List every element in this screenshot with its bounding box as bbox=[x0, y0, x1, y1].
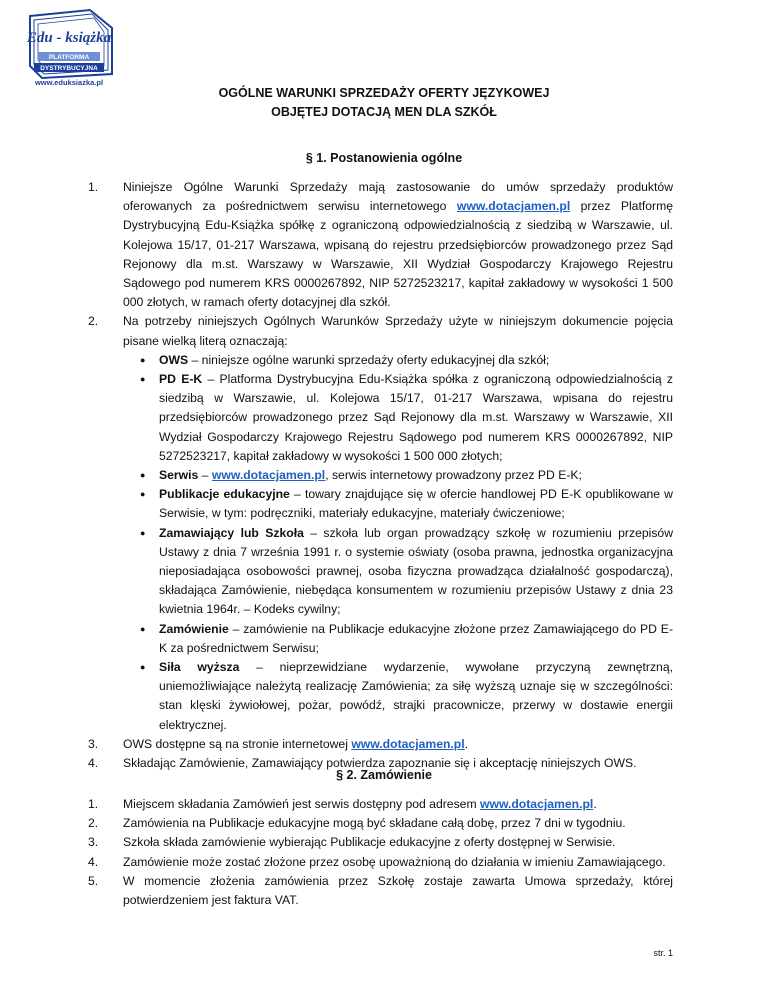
logo-title: Edu - książka bbox=[26, 30, 112, 46]
section-2-paragraph-1 bbox=[0, 795, 768, 814]
definition-term: Zamówienie bbox=[159, 621, 229, 636]
dotacjamen-link[interactable]: www.dotacjamen.pl bbox=[456, 199, 571, 214]
definition-ows bbox=[0, 351, 768, 370]
section-1-paragraph-3 bbox=[0, 735, 768, 754]
paragraph-text: . bbox=[464, 736, 469, 751]
paragraph-number: 1. bbox=[88, 797, 99, 811]
definition-text: , serwis internetowy prowadzony przez PD E-K; bbox=[325, 468, 582, 483]
paragraph-text: Na potrzeby niniejszych Ogólnych Warunków Sprzedaży użyte w niniejszym dokumencie pojęcia pisane wielką literą oznaczają: bbox=[123, 314, 673, 348]
paragraph-number: 3. bbox=[88, 835, 99, 850]
definition-pdek bbox=[0, 370, 768, 466]
section-2-paragraph-4 bbox=[0, 853, 768, 872]
section-2-paragraph-5 bbox=[0, 872, 768, 910]
definition-term: Publikacje edukacyjne bbox=[159, 487, 290, 502]
definition-text: – nieprzewidziane wydarzenie, wywołane przyczyną zewnętrzną, uniemożliwiające należytą realizację Zamówienia; za siłę wyższą uznaje się w szczególności: stan klęski żywiołowej, pożar, powódź, strajki pracownicze, przerwy w dostawie energii elektrycznej. bbox=[159, 660, 673, 732]
dotacjamen-link[interactable]: www.dotacjamen.pl bbox=[351, 736, 465, 751]
company-logo bbox=[12, 8, 130, 98]
definition-text: – szkoła lub organ prowadzący szkołę w rozumieniu przepisów Ustawy z dnia 7 września 1991 r. o systemie oświaty (osoba prawna, jednostka organizacyjna nieposiadająca osobowości prawnej, osoba fizyczna prowadząca działalność gospodarczą), składająca Zamówienie, niebędąca konsumentem w rozumieniu przepisów Ustawy z dnia 23 kwietnia 1964r. – Kodeks cywilny; bbox=[159, 525, 674, 617]
paragraph-number: 4. bbox=[88, 756, 99, 771]
paragraph-number: 5. bbox=[88, 873, 99, 888]
definition-term: Serwis bbox=[159, 468, 199, 483]
paragraph-text: Składając Zamówienie, Zamawiający potwierdza zapoznanie się i akceptację niniejszych OWS. bbox=[123, 756, 637, 771]
definition-sila-wyzsza bbox=[0, 658, 768, 735]
section-2-paragraph-3 bbox=[0, 833, 768, 852]
section-1-heading: § 1. Postanowienia ogólne bbox=[305, 151, 463, 165]
page-number: str. 1 bbox=[653, 948, 673, 958]
definition-zamowienie bbox=[0, 620, 768, 658]
section-1-paragraph-2 bbox=[0, 312, 768, 350]
paragraph-number: 1. bbox=[88, 180, 99, 194]
definition-zamawiajacy bbox=[0, 524, 768, 620]
definition-term: Zamawiający lub Szkoła bbox=[159, 525, 304, 540]
section-2-content bbox=[0, 795, 768, 910]
definitions-list bbox=[0, 351, 768, 735]
document-title-line-2: OBJĘTEJ DOTACJĄ MEN DLA SZKÓŁ bbox=[271, 105, 497, 119]
definition-dash: – bbox=[198, 468, 212, 483]
paragraph-text: Miejscem składania Zamówień jest serwis dostępny pod adresem bbox=[123, 797, 480, 811]
section-2-paragraph-2 bbox=[0, 814, 768, 833]
dotacjamen-link[interactable]: www.dotacjamen.pl bbox=[211, 468, 326, 483]
section-1-paragraph-1 bbox=[0, 178, 768, 312]
definition-text: – niniejsze ogólne warunki sprzedaży oferty edukacyjnej dla szkół; bbox=[188, 352, 550, 367]
dotacjamen-link[interactable]: www.dotacjamen.pl bbox=[479, 797, 594, 811]
paragraph-text: W momencie złożenia zamówienia przez Szkołę zostaje zawarta Umowa sprzedaży, której potwierdzeniem jest faktura VAT. bbox=[123, 873, 673, 908]
paragraph-text: . bbox=[593, 797, 597, 811]
paragraph-text: Zamówienie może zostać złożone przez osobę upoważnioną do działania w imieniu Zamawiającego. bbox=[123, 854, 666, 869]
definition-text: – towary znajdujące się w ofercie handlowej PD E-K opublikowane w Serwisie, w tym: podręczniki, materiały edukacyjne, materiały ćwiczeniowe; bbox=[159, 487, 673, 521]
paragraph-text: OWS dostępne są na stronie internetowej bbox=[123, 736, 352, 751]
paragraph-text: Szkoła składa zamówienie wybierając Publikacje edukacyjne z oferty dostępnej w Serwisie. bbox=[123, 835, 616, 850]
logo-band-1-text: PLATFORMA bbox=[48, 54, 90, 61]
definition-text: – zamówienie na Publikacje edukacyjne złożone przez Zamawiającego do PD E-K za pośrednictwem Serwisu; bbox=[159, 621, 673, 655]
logo-band-2-text: DYSTRYBUCYJNA bbox=[40, 65, 98, 72]
definition-text: – Platforma Dystrybucyjna Edu-Książka spółka z ograniczoną odpowiedzialnością z siedzibą w Warszawie, ul. Kolejowa 15/17, 01-217 Warszawa, wpisana do rejestru przedsiębiorców prowadzonego przez Sąd Rejonowy dla m.st. Warszawy w Warszawie, XII Wydział Gospodarczy Krajowego Rejestru Sądowego pod numerem KRS 0000267892, NIP 5272523217, kapitał zakładowy w wysokości 1 500 000 złotych; bbox=[159, 372, 673, 463]
definition-term: Siła wyższa bbox=[159, 660, 240, 675]
section-1-content bbox=[0, 178, 768, 773]
definition-term: OWS bbox=[159, 352, 189, 367]
definition-term: PD E-K bbox=[159, 372, 203, 387]
paragraph-number: 2. bbox=[88, 314, 99, 329]
document-title-line-1: OGÓLNE WARUNKI SPRZEDAŻY OFERTY JĘZYKOWEJ bbox=[218, 86, 550, 100]
paragraph-number: 2. bbox=[88, 816, 99, 831]
paragraph-text: przez Platformę Dystrybucyjną Edu-Książka spółkę z ograniczoną odpowiedzialnością z siedzibą w Warszawie, ul. Kolejowa 15/17, 01-217 Warszawa, wpisaną do rejestru przedsiębiorców prowadzonego przez Sąd Rejonowy dla m.st. Warszawy w Warszawie, XII Wydział Gospodarczy Krajowego Rejestru Sądowego pod numerem KRS 0000267892, NIP 5272523217, kapitał zakładowy w wysokości 1 500 000 złotych, w ramach oferty dotacyjnej dla szkół. bbox=[123, 199, 674, 310]
paragraph-number: 3. bbox=[88, 736, 99, 751]
section-2-heading: § 2. Zamówienie bbox=[336, 768, 432, 782]
paragraph-text: Niniejsze Ogólne Warunki Sprzedaży mają zastosowanie do umów sprzedaży produktów oferowanych za pośrednictwem serwisu internetowego bbox=[123, 180, 673, 214]
logo-url: www.eduksiazka.pl bbox=[34, 78, 104, 87]
definition-publikacje bbox=[0, 485, 768, 523]
paragraph-text: Zamówienia na Publikacje edukacyjne mogą być składane całą dobę, przez 7 dni w tygodniu. bbox=[123, 816, 626, 831]
definition-serwis bbox=[0, 466, 768, 485]
paragraph-number: 4. bbox=[88, 854, 99, 869]
